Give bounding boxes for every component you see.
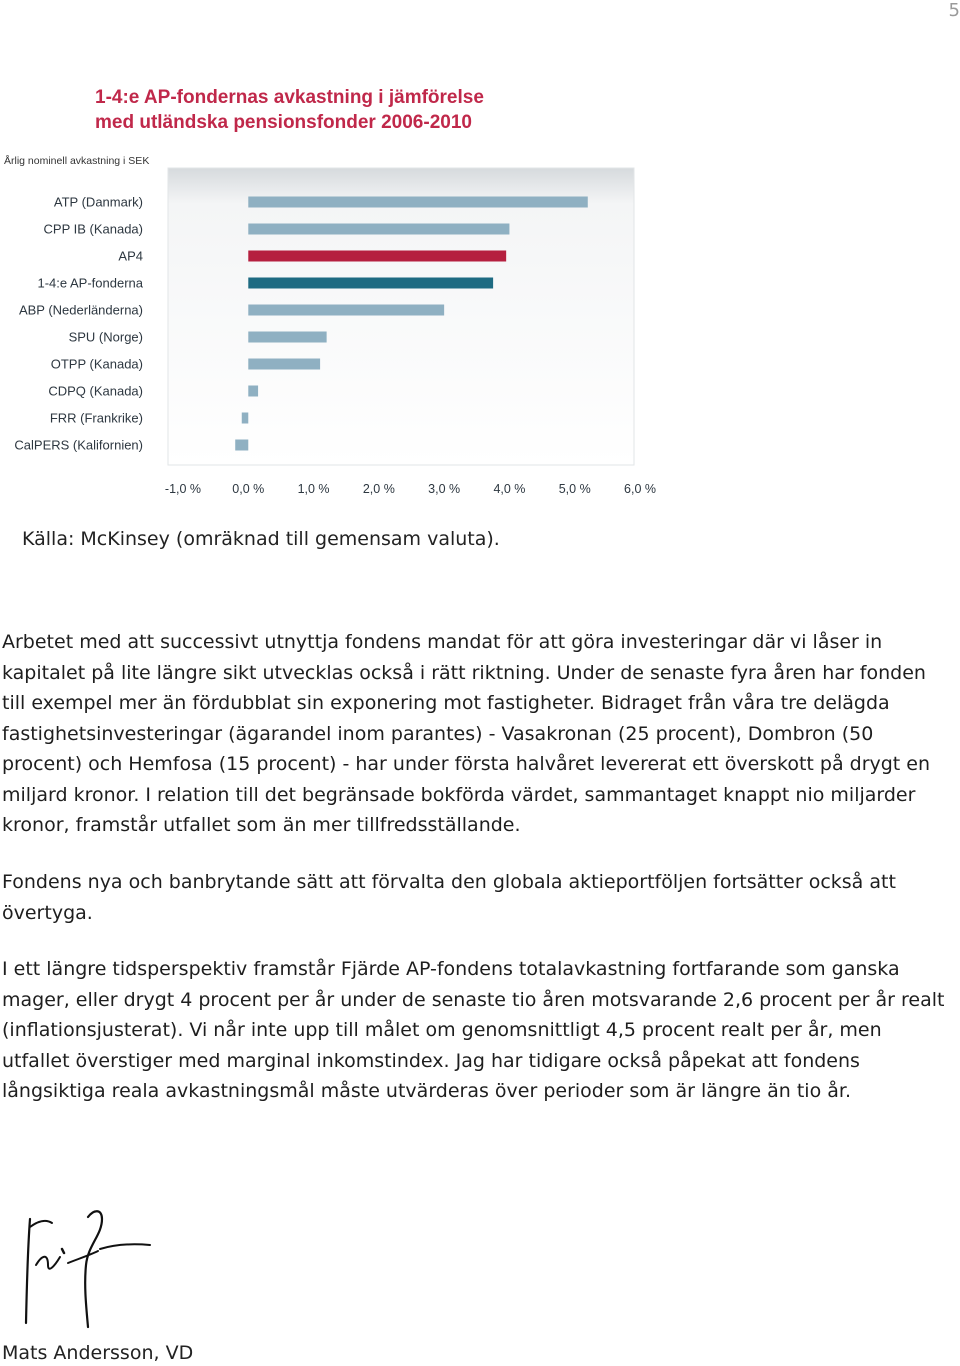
bar-4	[248, 305, 444, 316]
x-tick-label: 5,0 %	[558, 482, 591, 496]
bar-5	[248, 332, 326, 343]
paragraph-text: Arbetet med att successivt utnyttja fondens mandat för att göra investeringar där vi låser in kapitalet på lite längre sikt utvecklas också i rätt riktning. Under de senaste fyra åren har fonden till exempel mer än fördubblat sin exponering mot fastigheter. Bidraget från våra tre delägda fastighetsinvesteringar (ägarandel inom parantes) - Vasakronan (25 procent), Dombron (50 procent) och Hemfosa (15 procent) - har under första halvåret levererat ett överskott på drygt en miljard kronor. I relation till det begränsade bokförda värdet, sammantaget knappt nio miljarder kronor, framstår utfallet som än mer tillfredsställande.	[2, 631, 931, 836]
x-tick-label: 3,0 %	[428, 482, 461, 496]
x-tick-label: 0,0 %	[232, 482, 265, 496]
bar-9	[235, 440, 248, 451]
x-tick-label: 4,0 %	[493, 482, 526, 496]
chart-source: Källa: McKinsey (omräknad till gemensam valuta).	[22, 528, 500, 550]
page-number: 5	[948, 0, 960, 21]
x-tick-label: 2,0 %	[362, 482, 395, 496]
category-label: SPU (Norge)	[68, 329, 143, 345]
chart-plot	[0, 80, 680, 510]
body-paragraph-2	[2, 867, 947, 928]
chart-title-line-1: 1-4:e AP-fondernas avkastning i jämförelse	[95, 87, 484, 108]
x-tick-label: 1,0 %	[297, 482, 330, 496]
category-label: ATP (Danmark)	[53, 194, 143, 210]
bar-7	[248, 386, 258, 397]
category-label: ABP (Nederländerna)	[18, 302, 143, 318]
chart-plot-area	[168, 168, 634, 465]
signature	[18, 1205, 168, 1334]
category-label: FRR (Frankrike)	[49, 410, 143, 426]
bar-2	[248, 251, 506, 262]
x-tick-label: -1,0 %	[164, 482, 202, 496]
bar-1	[248, 224, 509, 235]
category-label: CDPQ (Kanada)	[48, 383, 143, 399]
body-paragraph-1	[2, 627, 947, 841]
bar-8	[242, 413, 249, 424]
category-label: OTPP (Kanada)	[50, 356, 143, 372]
category-label: CPP IB (Kanada)	[43, 221, 143, 237]
chart-title-line-2: med utländska pensionsfonder 2006-2010	[95, 112, 472, 133]
paragraph-text: I ett längre tidsperspektiv framstår Fjärde AP-fondens totalavkastning fortfarande som ganska mager, eller drygt 4 procent per år under de senaste tio åren motsvarande 2,6 procent per år realt (inflationsjusterat). Vi når inte upp till målet om genomsnittligt 4,5 procent realt per år, men utfallet överstiger med marginal inkomstindex. Jag har tidigare också påpekat att fondens långsiktiga reala avkastningsmål måste utvärderas över perioder som är längre än tio år.	[2, 958, 945, 1102]
chart-axis-label: Årlig nominell avkastning i SEK	[4, 155, 150, 167]
body-paragraph-3	[2, 954, 947, 1107]
bar-chart	[0, 80, 680, 510]
category-label: CalPERS (Kalifornien)	[14, 437, 143, 453]
category-label: 1-4:e AP-fonderna	[37, 275, 143, 291]
x-tick-label: 6,0 %	[624, 482, 656, 496]
paragraph-text: Fondens nya och banbrytande sätt att förvalta den globala aktieportföljen fortsätter också att övertyga.	[2, 871, 896, 924]
signer-name: Mats Andersson, VD	[2, 1342, 194, 1364]
category-label: AP4	[118, 248, 143, 264]
bar-6	[248, 359, 320, 370]
bar-3	[248, 278, 493, 289]
bar-0	[248, 197, 587, 208]
handwritten-signature	[18, 1205, 168, 1330]
